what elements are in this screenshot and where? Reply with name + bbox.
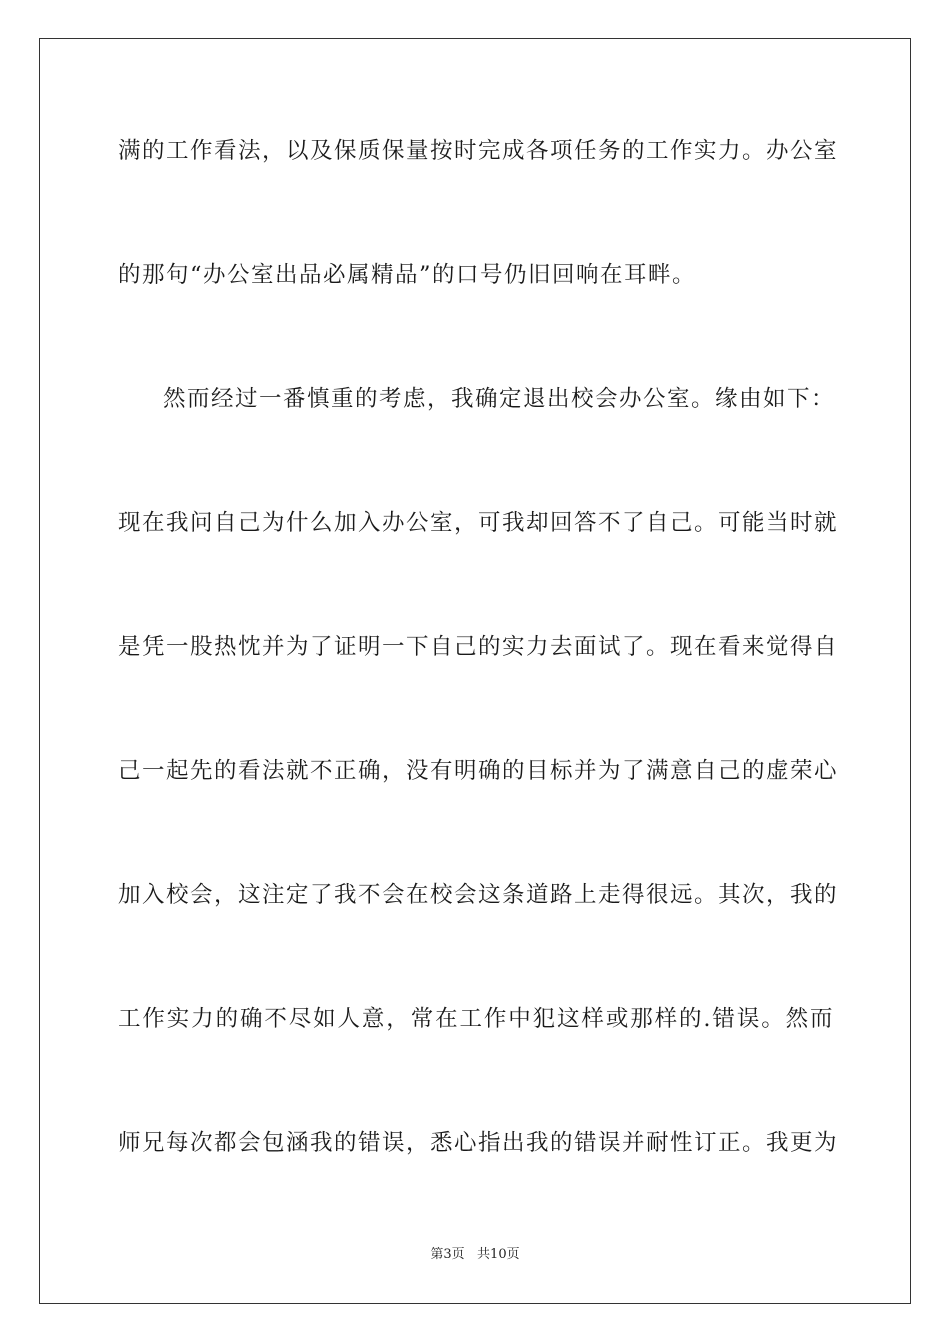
paragraph-line: 的那句“办公室出品必属精品”的口号仍旧回响在耳畔。 (118, 262, 697, 288)
page-number-footer: 第3页 共10页 (430, 1247, 520, 1262)
page-border (39, 38, 911, 1304)
paragraph-line: 现在我问自己为什么加入办公室，可我却回答不了自己。可能当时就 (118, 510, 839, 536)
paragraph-line: 加入校会，这注定了我不会在校会这条道路上走得很远。其次，我的 (118, 882, 839, 908)
paragraph-line: 满的工作看法，以及保质保量按时完成各项任务的工作实力。办公室 (118, 138, 839, 164)
paragraph-line: 工作实力的确不尽如人意，常在工作中犯这样或那样的.错误。然而 (118, 1006, 834, 1032)
paragraph-line: 是凭一股热忱并为了证明一下自己的实力去面试了。现在看来觉得自 (118, 634, 839, 660)
paragraph-line: 己一起先的看法就不正确，没有明确的目标并为了满意自己的虚荣心 (118, 758, 839, 784)
paragraph-line: 师兄每次都会包涵我的错误，悉心指出我的错误并耐性订正。我更为 (118, 1130, 839, 1156)
paragraph-line: 然而经过一番慎重的考虑，我确定退出校会办公室。缘由如下： (163, 386, 836, 412)
